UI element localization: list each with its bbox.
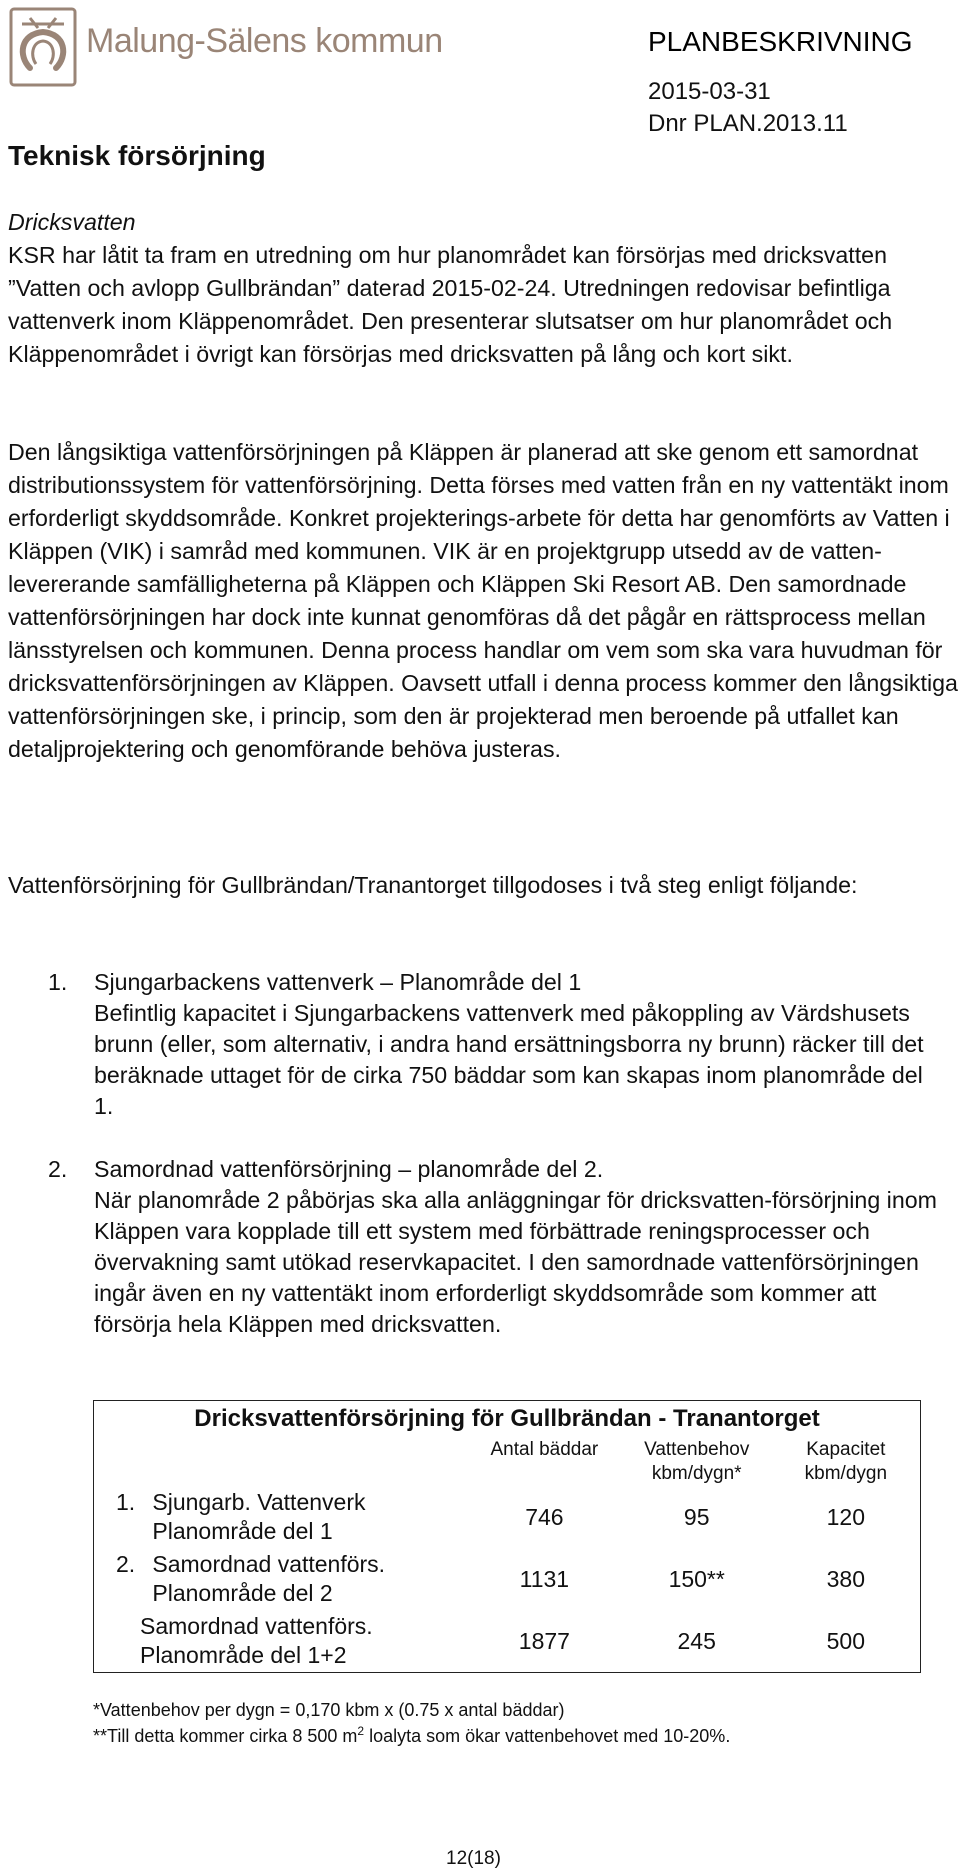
table-row xyxy=(94,1548,921,1610)
cell-beds: 1877 xyxy=(518,1627,570,1654)
row-label xyxy=(94,1610,468,1673)
list-item-text: När planområde 2 påbörjas ska alla anläggningar för dricksvatten-försörjning inom Kläppen vara kopplade till ett system med förbättrade reningsprocesser och övervakning samt utökad reservkapacitet. I den samordnade vattenförsörjningen ingår även en ny vattentäkt inom erforderligt skyddsområde som kommer att försörja hela Kläppen med dricksvatten. xyxy=(94,1187,937,1337)
cell-beds: 746 xyxy=(525,1503,564,1530)
cell-capacity: 120 xyxy=(826,1503,866,1530)
list-item-title: Samordnad vattenförsörjning – planområde del 2. xyxy=(94,1156,604,1182)
document-type: PLANBESKRIVNING xyxy=(648,26,913,57)
row-number: 1. xyxy=(116,1489,136,1515)
paragraph: Vattenförsörjning för Gullbrändan/Tranantorget tillgodoses i två steg enligt följande: xyxy=(8,872,858,898)
paragraph: KSR har låtit ta fram en utredning om hur planområdet kan försörjas med dricksvatten ”Vatten och avlopp Gullbrändan” daterad 2015-02-24. Utredningen redovisar befintliga vattenverk inom Kläppenområdet. Den presenterar slutsatser om hur planområdet och Kläppenområdet i övrigt kan försörjas med dricksvatten på lång och kort sikt. xyxy=(8,242,893,367)
table-caption-row xyxy=(94,1401,921,1437)
footnote-floor-area xyxy=(93,1724,730,1747)
cell-water-need: 245 xyxy=(677,1627,716,1654)
document-reference-number: Dnr PLAN.2013.11 xyxy=(648,110,848,137)
table-caption: Dricksvattenförsörjning för Gullbrändan - Tranantorget xyxy=(94,1401,921,1437)
column-header-water-need-line1: Vattenbehov xyxy=(644,1439,750,1460)
footnote-floor-area-text: **Till detta kommer cirka 8 500 m xyxy=(93,1726,358,1746)
column-header-beds-line1: Antal bäddar xyxy=(490,1439,599,1460)
cell-water-need: 150** xyxy=(668,1565,725,1592)
column-header-water-need xyxy=(622,1436,772,1486)
table-header-row xyxy=(94,1436,921,1486)
cell-capacity: 380 xyxy=(826,1565,866,1592)
column-header-capacity-line1: Kapacitet xyxy=(806,1439,886,1460)
row-label-line1: Samordnad vattenförs. xyxy=(140,1613,373,1639)
row-label-line1: Sjungarb. Vattenverk xyxy=(152,1489,366,1515)
page-number: 12(18) xyxy=(446,1848,501,1869)
table-header-empty xyxy=(94,1436,468,1486)
list-item xyxy=(48,967,948,1122)
list-number: 2. xyxy=(48,1156,68,1182)
row-label xyxy=(94,1548,468,1610)
column-header-capacity-line2: kbm/dygn xyxy=(804,1463,888,1484)
list-number: 1. xyxy=(48,969,68,995)
section-title: Teknisk försörjning xyxy=(8,140,266,171)
municipality-name: Malung-Sälens kommun xyxy=(86,22,443,60)
list-item xyxy=(48,1154,948,1340)
row-number: 2. xyxy=(116,1551,136,1577)
horseshoe-logo-icon xyxy=(8,6,78,88)
document-date: 2015-03-31 xyxy=(648,78,771,105)
footnote-floor-area-text-end: loalyta som ökar vattenbehovet med 10-20%. xyxy=(364,1726,731,1746)
paragraph: Den långsiktiga vattenförsörjningen på Kläppen är planerad att ske genom ett samordnat distributionssystem för vattenförsörjning. Detta förses med vatten från en ny vattentäkt inom erforderligt skyddsområde. Konkret projekterings-arbete för detta har genomförts av Vatten i Kläppen (VIK) i samråd med kommunen. VIK är en projektgrupp utsedd av de vatten-levererande samfälligheterna på Kläppen och Kläppen Ski Resort AB. Den samordnade vattenförsörjningen har dock inte kunnat genomföras då det pågår en rättsprocess mellan länsstyrelsen och kommunen. Denna process handlar om vem som ska vara huvudman för dricksvattenförsörjningen av Kläppen. Oavsett utfall i denna process kommer den långsiktiga vattenförsörjningen ske, i princip, som den är projekterad men beroende på utfallet kan detaljprojektering och genomförande behöva justeras. xyxy=(8,439,958,762)
row-label-line2: Planområde del 2 xyxy=(152,1580,333,1606)
subheading-drinking-water: Dricksvatten xyxy=(8,209,136,235)
row-label xyxy=(94,1486,468,1548)
table-row xyxy=(94,1486,921,1548)
row-label-line2: Planområde del 1+2 xyxy=(140,1642,347,1668)
column-header-water-need-line2: kbm/dygn* xyxy=(651,1463,742,1484)
table-row xyxy=(94,1610,921,1673)
cell-capacity: 500 xyxy=(826,1627,866,1654)
footnote-superscript: 2 xyxy=(357,1724,365,1738)
row-label-line2: Planområde del 1 xyxy=(152,1518,333,1544)
footnote-water-need: *Vattenbehov per dygn = 0,170 kbm x (0.75 x antal bäddar) xyxy=(93,1700,565,1720)
list-item-title: Sjungarbackens vattenverk – Planområde del 1 xyxy=(94,969,582,995)
row-label-line1: Samordnad vattenförs. xyxy=(152,1551,386,1577)
cell-water-need: 95 xyxy=(683,1503,710,1530)
cell-beds: 1131 xyxy=(519,1565,570,1592)
list-item-text: Befintlig kapacitet i Sjungarbackens vattenverk med påkoppling av Värdshusets brunn (eller, som alternativ, i andra hand ersättningsborra ny brunn) räcker till det beräknade uttaget för de cirka 750 bäddar som kan skapas inom planområde del 1. xyxy=(94,1000,924,1119)
drinking-water-table xyxy=(93,1400,921,1673)
column-header-beds xyxy=(467,1436,622,1486)
column-header-capacity xyxy=(772,1436,921,1486)
drinking-water-intro xyxy=(8,206,958,371)
